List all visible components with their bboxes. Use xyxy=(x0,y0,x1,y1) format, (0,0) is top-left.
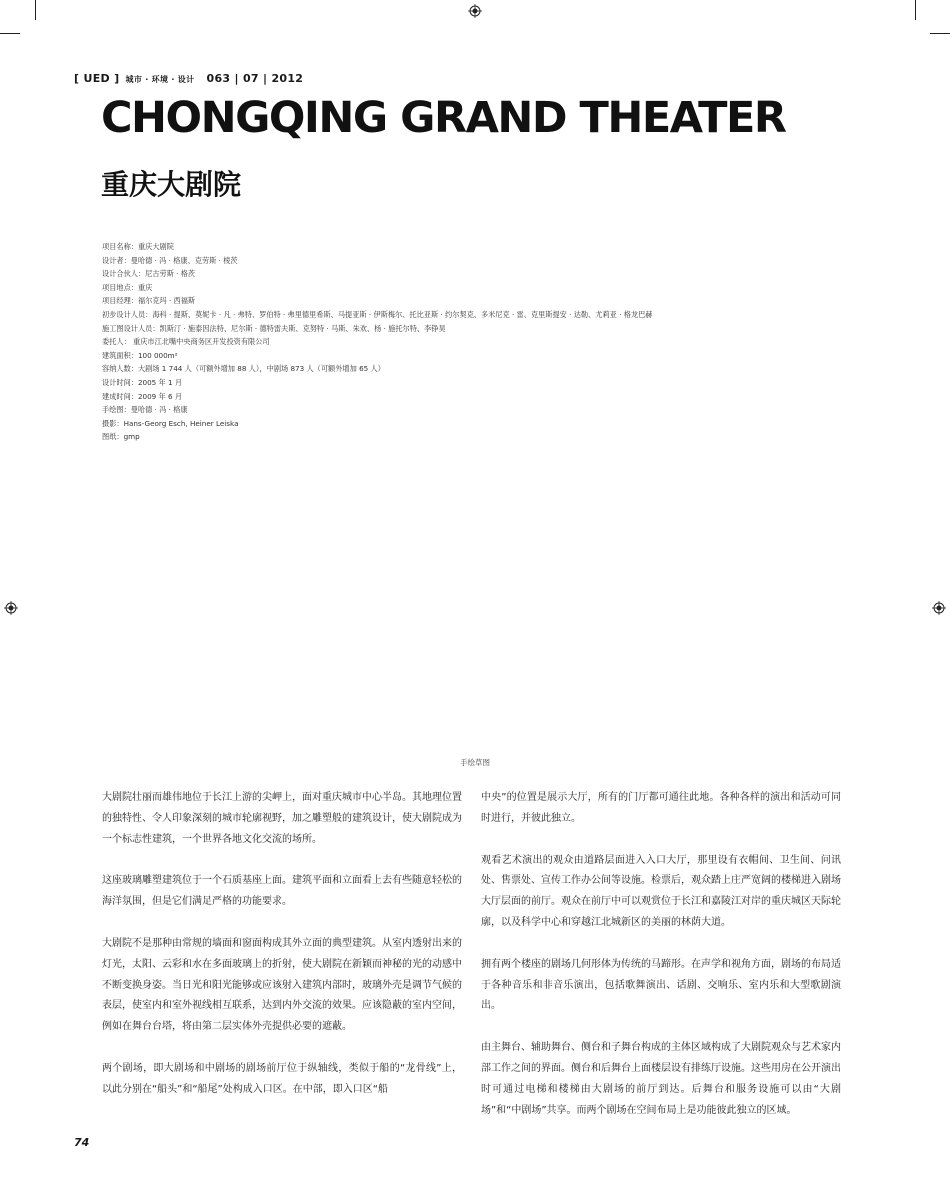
credit-line: 图纸：gmp xyxy=(102,432,140,442)
registration-mark-right xyxy=(932,601,946,615)
credit-line: 设计合伙人：尼古劳斯 · 格茨 xyxy=(102,269,196,279)
title-english: CHONGQING GRAND THEATER xyxy=(101,93,786,143)
body-paragraph: 大剧院壮丽而雄伟地位于长江上游的尖岬上，面对重庆城市中心半岛。其地理位置的独特性、令人印象深刻的城市轮廓视野，加之雕塑般的建筑设计，使大剧院成为一个标志性建筑，一个世界各地文化交流的场所。 xyxy=(102,792,462,845)
title-chinese: 重庆大剧院 xyxy=(101,168,242,201)
credit-line: 手绘图：曼哈德 · 冯 · 格康 xyxy=(102,405,188,415)
body-paragraph: 两个剧场，即大剧场和中剧场的剧场前厅位于纵轴线，类似于船的“龙骨线”上，以此分别在“船头”和“船尾”处构成入口区。在中部，即入口区“船 xyxy=(102,1062,462,1095)
crop-mark-top-right xyxy=(915,0,916,20)
credit-line: 初步设计人员：海科 · 提斯、莫妮卡 · 凡 · 弗特、罗伯特 · 弗里德里希斯、马提亚斯 · 伊斯梅尔、托比亚斯 · 约尔契克、多米尼克 · 雷、克里斯提安 · 达勒、尤莉亚 · 格龙巴赫 xyxy=(102,309,653,319)
magazine-mark: [ UED ] xyxy=(74,72,120,85)
credit-line: 项目地点：重庆 xyxy=(102,282,153,292)
credit-line: 容纳人数：大剧场 1 744 人（可额外增加 88 人），中剧场 873 人（可额外增加 65 人） xyxy=(102,364,385,374)
body-paragraph: 这座玻璃雕塑建筑位于一个石质基座上面。建筑平面和立面看上去有些随意轻松的海洋氛围，但是它们满足严格的功能要求。 xyxy=(102,875,462,908)
project-credits xyxy=(102,240,802,444)
crop-mark-top-right-h xyxy=(930,33,950,34)
issue-label: 063 | 07 | 2012 xyxy=(206,72,304,85)
credit-line: 项目经理：福尔克玛 · 西福斯 xyxy=(102,296,196,306)
body-paragraph: 拥有两个楼座的剧场几何形体为传统的马蹄形。在声学和视角方面，剧场的布局适于各种音乐和非音乐演出，包括歌舞演出、话剧、交响乐、室内乐和大型歌剧演出。 xyxy=(481,958,841,1012)
credit-line: 摄影：Hans-Georg Esch, Heiner Leiska xyxy=(102,418,239,428)
registration-mark-left xyxy=(4,601,18,615)
running-header xyxy=(74,72,303,85)
credit-line: 建成时间：2009 年 6 月 xyxy=(102,391,183,401)
section-label: 城市 · 环境 · 设计 xyxy=(125,75,195,84)
credit-line: 委托人： 重庆市江北嘴中央商务区开发投资有限公司 xyxy=(102,337,270,347)
crop-mark-top-left-h xyxy=(0,33,20,34)
credit-line: 建筑面积：100 000m² xyxy=(102,350,178,360)
credit-line: 施工图设计人员：凯斯汀 · 施泰因法特、尼尔斯 · 德特雷夫斯、克努特 · 马斯、朱欢、杨 · 施托尔特、李铮昊 xyxy=(102,323,446,333)
registration-mark-top xyxy=(468,4,482,18)
figure-caption: 手绘草图 xyxy=(460,758,490,767)
body-column-left xyxy=(102,788,462,1101)
body-paragraph: 观看艺术演出的观众由道路层面进入入口大厅，那里设有衣帽间、卫生间、问讯处、售票处、宣传工作办公间等设施。检票后，观众踏上庄严宽阔的楼梯进入剧场大厅层面的前厅。观众在前厅中可以观赏位于长江和嘉陵江对岸的重庆城区天际轮廓，以及科学中心和穿越江北城新区的美丽的林荫大道。 xyxy=(481,854,841,928)
credit-line: 项目名称：重庆大剧院 xyxy=(102,242,174,251)
credit-line: 设计时间：2005 年 1 月 xyxy=(102,377,183,387)
crop-mark-top-left xyxy=(35,0,36,20)
body-paragraph: 由主舞台、辅助舞台、侧台和子舞台构成的主体区域构成了大剧院观众与艺术家内部工作之间的界面。侧台和后舞台上面楼层设有排练厅设施。这些用房在公开演出时可通过电梯和楼梯由大剧场的前厅到达。后舞台和服务设施可以由“大剧场”和“中剧场”共享。而两个剧场在空间布局上是功能彼此独立的区域。 xyxy=(481,1042,841,1116)
page-number: 74 xyxy=(74,1136,90,1149)
credit-line: 设计者：曼哈德 · 冯 · 格康、克劳斯 · 棱茨 xyxy=(102,255,238,265)
body-paragraph: 中央”的位置是展示大厅，所有的门厅都可通往此地。各种各样的演出和活动可同时进行，并彼此独立。 xyxy=(481,792,841,824)
body-paragraph: 大剧院不是那种由常规的墙面和窗面构成其外立面的典型建筑。从室内透射出来的灯光，太阳、云彩和水在多面玻璃上的折射，使大剧院在新颖而神秘的光的动感中不断变换身姿。当日光和阳光能够或应该射入建筑内部时，玻璃外壳是调节气候的表层，使室内和室外视线相互联系，达到内外交流的效果。应该隐蔽的室内空间，例如在舞台台塔，将由第二层实体外壳提供必要的遮蔽。 xyxy=(102,937,462,1033)
body-column-right xyxy=(481,788,841,1121)
